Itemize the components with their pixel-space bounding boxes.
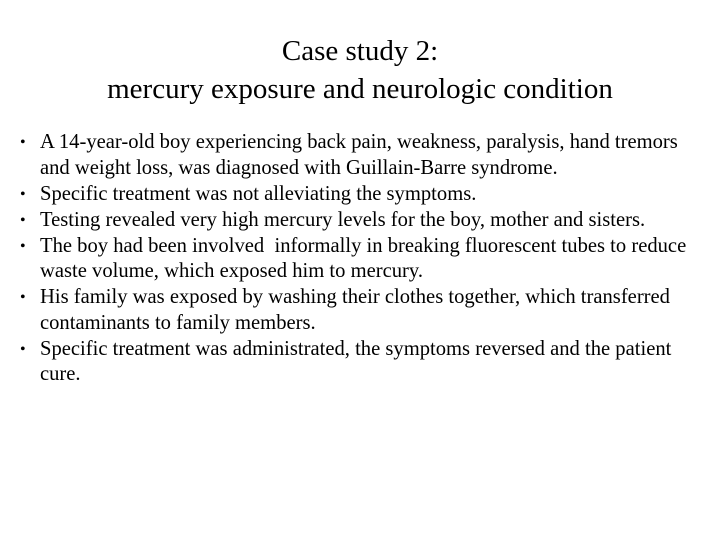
bullet-icon: •	[20, 134, 26, 151]
bullet-item	[20, 130, 710, 181]
bullet-text: His family was exposed by washing their clothes together, which transferred contaminants to family members.	[40, 286, 670, 334]
title-line-2: mercury exposure and neurologic condition	[107, 73, 613, 105]
bullet-text: Testing revealed very high mercury levels for the boy, mother and sisters.	[40, 208, 646, 231]
bullet-text: Specific treatment was not alleviating the symptoms.	[40, 182, 477, 205]
bullet-icon: •	[20, 237, 26, 255]
bullet-text: Specific treatment was administrated, the symptoms reversed and the patient cure.	[40, 337, 672, 385]
bullet-icon: •	[20, 289, 26, 306]
bullet-item	[20, 208, 710, 234]
bullet-icon: •	[20, 340, 26, 358]
bullet-text: The boy had been involved informally in breaking fluorescent tubes to reduce waste volume, which exposed him to mercury.	[40, 234, 692, 282]
bullet-icon: •	[20, 185, 26, 203]
slide-title	[0, 32, 720, 108]
title-line-1: Case study 2:	[281, 35, 439, 67]
bullet-icon: •	[20, 211, 26, 229]
bullet-list	[20, 130, 710, 388]
bullet-text: A 14-year-old boy experiencing back pain, weakness, paralysis, hand tremors and weight loss, was diagnosed with Guillain-Barre syndrome.	[40, 131, 678, 179]
bullet-item	[20, 285, 710, 336]
bullet-item	[20, 234, 710, 285]
bullet-item	[20, 182, 710, 208]
bullet-item	[20, 337, 710, 388]
